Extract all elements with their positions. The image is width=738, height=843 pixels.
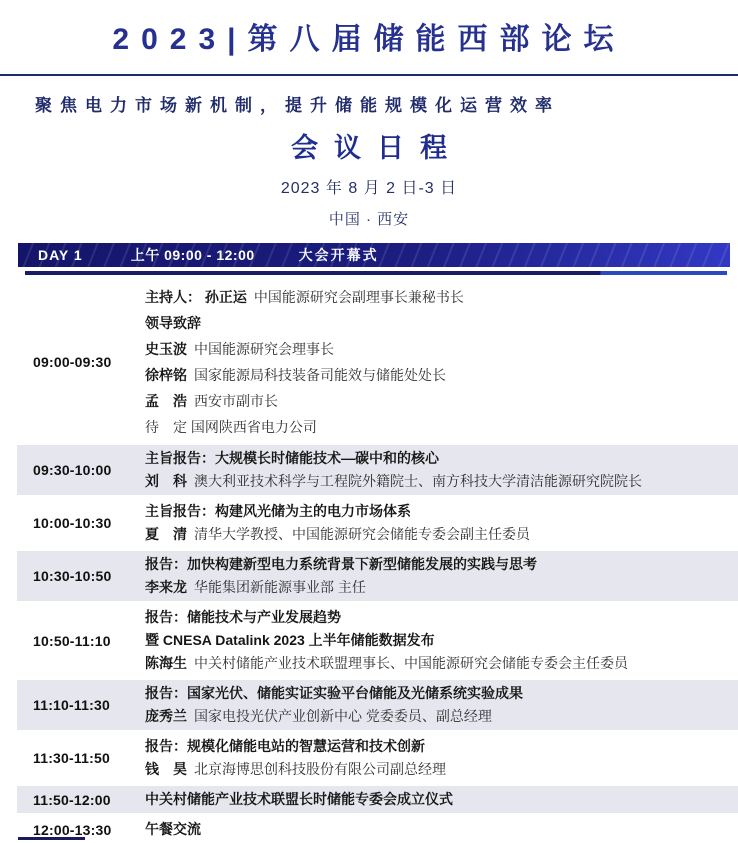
agenda-line-regular: 国家能源局科技装备司能效与储能处处长 bbox=[194, 367, 446, 383]
agenda-line-bold: 刘 科 bbox=[145, 473, 187, 489]
row-content bbox=[145, 788, 732, 811]
agenda-line-bold: 报告：规模化储能电站的智慧运营和技术创新 bbox=[145, 738, 425, 754]
schedule-row bbox=[17, 282, 738, 442]
agenda-line bbox=[145, 705, 732, 728]
row-content bbox=[145, 500, 732, 546]
row-content bbox=[145, 682, 732, 728]
agenda-line-bold: 钱 昊 bbox=[145, 761, 187, 777]
agenda-line bbox=[145, 470, 732, 493]
agenda-line bbox=[145, 310, 732, 336]
agenda-line-bold: 主持人： 孙正运 bbox=[145, 289, 247, 305]
agenda-line-bold: 报告：储能技术与产业发展趋势 bbox=[145, 609, 341, 625]
agenda-line-regular: 中国能源研究会副理事长兼秘书长 bbox=[253, 289, 464, 305]
agenda-line bbox=[145, 553, 732, 576]
agenda-line bbox=[145, 284, 732, 310]
schedule-row bbox=[17, 786, 738, 813]
agenda-line-bold: 领导致辞 bbox=[145, 315, 201, 331]
agenda-line bbox=[145, 758, 732, 781]
time-label: 09:00-09:30 bbox=[33, 354, 112, 370]
schedule-row bbox=[17, 604, 738, 677]
schedule-row bbox=[17, 445, 738, 495]
row-content bbox=[145, 735, 732, 781]
time-label: 10:30-10:50 bbox=[33, 568, 112, 584]
agenda-line bbox=[145, 576, 732, 599]
agenda-line bbox=[145, 362, 732, 388]
agenda-line-regular: 中国能源研究会理事长 bbox=[194, 341, 334, 357]
agenda-line-bold: 暨 CNESA Datalink 2023 上半年储能数据发布 bbox=[145, 632, 435, 648]
agenda-line bbox=[145, 735, 732, 758]
agenda-line bbox=[145, 336, 732, 362]
schedule-row bbox=[17, 680, 738, 730]
time-label: 10:00-10:30 bbox=[33, 515, 112, 531]
event-date: 2023 年 8 月 2 日-3 日 bbox=[280, 180, 458, 197]
agenda-line-bold: 夏 清 bbox=[145, 526, 187, 542]
agenda-line bbox=[145, 629, 732, 652]
agenda-line-bold: 陈海生 bbox=[145, 655, 187, 671]
agenda-line bbox=[145, 682, 732, 705]
day-label: DAY 1 bbox=[38, 247, 83, 263]
agenda-line bbox=[145, 414, 732, 440]
agenda-title: 会议日程 bbox=[291, 133, 463, 163]
agenda-line bbox=[145, 500, 732, 523]
time-label: 12:00-13:30 bbox=[33, 821, 112, 838]
page-title: 2023|第八届储能西部论坛 bbox=[112, 23, 626, 56]
time-label: 09:30-10:00 bbox=[33, 462, 112, 478]
agenda-line-regular: 待 定 国网陕西省电力公司 bbox=[145, 419, 317, 435]
time-label: 10:50-11:10 bbox=[33, 632, 111, 649]
agenda-line-bold: 午餐交流 bbox=[145, 821, 201, 837]
agenda-line-regular: 清华大学教授、中国能源研究会储能专委会副主任委员 bbox=[194, 526, 530, 542]
agenda-line-regular: 西安市副市长 bbox=[194, 393, 278, 409]
row-content bbox=[145, 553, 732, 599]
row-content bbox=[145, 447, 732, 493]
row-content bbox=[145, 818, 732, 841]
schedule-table bbox=[0, 282, 738, 843]
agenda-line-bold: 徐梓铭 bbox=[145, 367, 187, 383]
time-label: 11:50-12:00 bbox=[33, 791, 111, 808]
schedule-row bbox=[17, 733, 738, 783]
agenda-line-bold: 庞秀兰 bbox=[145, 708, 187, 724]
agenda-line-bold: 报告：国家光伏、储能实证实验平台储能及光储系统实验成果 bbox=[145, 685, 523, 701]
agenda-line-regular: 华能集团新能源事业部 主任 bbox=[194, 579, 366, 595]
agenda-line bbox=[145, 606, 732, 629]
day1-session-bar bbox=[18, 243, 730, 267]
schedule-row bbox=[17, 551, 738, 601]
agenda-line bbox=[145, 818, 732, 841]
time-label: 11:10-11:30 bbox=[33, 697, 110, 713]
agenda-line-regular: 北京海博思创科技股份有限公司副总经理 bbox=[194, 761, 446, 777]
session-bar-underline bbox=[25, 271, 727, 275]
agenda-line-regular: 国家电投光伏产业创新中心 党委委员、副总经理 bbox=[194, 708, 492, 724]
agenda-line-regular: 澳大利亚技术科学与工程院外籍院士、南方科技大学清洁能源研究院院长 bbox=[194, 473, 642, 489]
session-title-label: 大会开幕式 bbox=[298, 247, 379, 263]
agenda-line-bold: 中关村储能产业技术联盟长时储能专委会成立仪式 bbox=[145, 791, 453, 807]
agenda-line-regular: 中关村储能产业技术联盟理事长、中国能源研究会储能专委会主任委员 bbox=[194, 655, 628, 671]
session-time-label: 上午 09:00 - 12:00 bbox=[130, 247, 255, 263]
agenda-line-bold: 李来龙 bbox=[145, 579, 187, 595]
agenda-line bbox=[145, 652, 732, 675]
agenda-line bbox=[145, 788, 732, 811]
time-label: 11:30-11:50 bbox=[33, 750, 110, 766]
agenda-line bbox=[145, 388, 732, 414]
row-content bbox=[145, 606, 732, 675]
event-location: 中国 · 西安 bbox=[328, 211, 410, 228]
title-divider bbox=[0, 74, 738, 76]
row-content bbox=[145, 284, 732, 440]
agenda-line-bold: 报告：加快构建新型电力系统背景下新型储能发展的实践与思考 bbox=[145, 556, 537, 572]
schedule-row bbox=[17, 498, 738, 548]
forum-slogan: 聚焦电力市场新机制，提升储能规模化运营效率 bbox=[35, 96, 560, 115]
agenda-line-bold: 主旨报告：大规模长时储能技术—碳中和的核心 bbox=[145, 450, 439, 466]
agenda-line-bold: 史玉波 bbox=[145, 341, 187, 357]
agenda-line-bold: 主旨报告：构建风光储为主的电力市场体系 bbox=[145, 503, 411, 519]
next-section-edge bbox=[18, 837, 85, 840]
agenda-line bbox=[145, 523, 732, 546]
agenda-line-bold: 孟 浩 bbox=[145, 393, 187, 409]
schedule-row bbox=[17, 816, 738, 843]
agenda-line bbox=[145, 447, 732, 470]
